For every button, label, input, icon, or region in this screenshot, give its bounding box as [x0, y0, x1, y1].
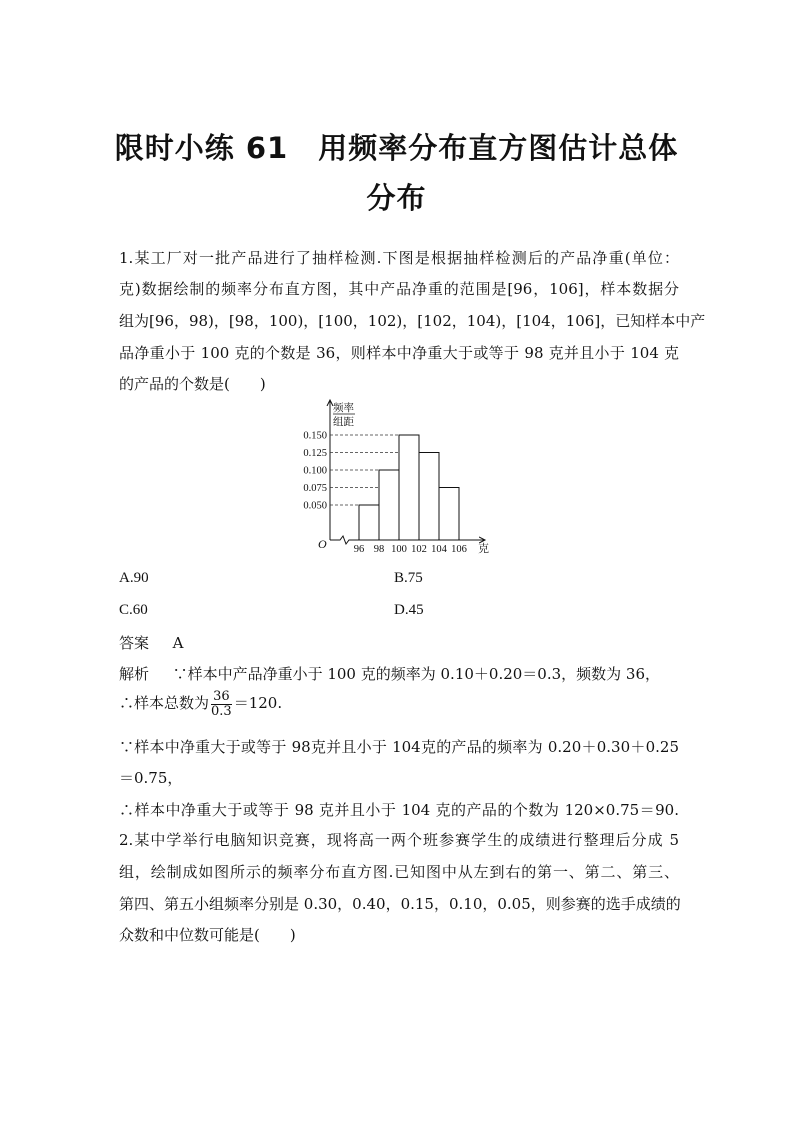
histogram-bar: [379, 470, 399, 540]
y-tick-label: 0.150: [303, 430, 327, 442]
analysis-line-1: [119, 664, 679, 684]
q2-line-2: 组，绘制成如图所示的频率分布直方图.已知图中从左到右的第一、第二、第三、: [119, 863, 679, 881]
option-b: B.75: [394, 570, 423, 586]
option-d: D.45: [394, 602, 424, 618]
y-axis-label-numerator: 频率: [333, 403, 354, 414]
analysis-line-5: ∴样本中净重大于或等于 98 克并且小于 104 克的产品的个数为 120×0.75＝90.: [119, 801, 679, 819]
histogram-bar: [439, 488, 459, 541]
answer-line: [119, 633, 679, 653]
x-axis-label: 克: [478, 543, 489, 555]
option-c: C.60: [119, 602, 148, 618]
analysis-label: 解析: [119, 665, 150, 683]
answer-label: 答案: [119, 634, 150, 652]
origin-label: O: [318, 537, 327, 551]
y-axis-label-denominator: 组距: [333, 417, 354, 428]
x-tick-label: 96: [353, 544, 365, 555]
analysis-line-4: ＝0.75，: [119, 769, 183, 787]
analysis-line-2: [119, 688, 679, 719]
histogram-bar: [359, 505, 379, 540]
histogram-bar: [399, 435, 419, 540]
analysis-text-2-suffix: ＝120.: [233, 694, 283, 712]
q2-line-3: 第四、第五小组频率分别是 0.30，0.40，0.15，0.10，0.05，则参赛的选手成绩的: [119, 895, 681, 913]
page-title-cont: 分布: [366, 181, 427, 215]
x-tick-label: 102: [411, 544, 427, 555]
q2-line-4: 众数和中位数可能是( ): [119, 926, 296, 944]
q1-line-1: 1.某工厂对一批产品进行了抽样检测.下图是根据抽样检测后的产品净重(单位：: [119, 249, 679, 267]
fraction-numerator: 36: [211, 690, 232, 705]
histogram-bar: [419, 453, 439, 541]
x-tick-label: 98: [373, 544, 385, 555]
analysis-line-3: ∵样本中净重大于或等于 98克并且小于 104克的产品的频率为 0.20＋0.30＋0.25: [119, 738, 679, 756]
fraction-denominator: 0.3: [211, 703, 232, 719]
answer-value: A: [172, 634, 184, 652]
option-a: A.90: [119, 570, 149, 586]
x-tick-label: 104: [431, 544, 447, 555]
y-tick-label: 0.050: [303, 500, 327, 512]
y-tick-label: 0.125: [303, 448, 327, 459]
x-tick-label: 100: [391, 544, 407, 555]
q1-line-5: 的产品的个数是( ): [119, 375, 266, 393]
q1-line-4: 品净重小于 100 克的个数是 36，则样本中净重大于或等于 98 克并且小于 104 克: [119, 344, 679, 362]
q1-line-2: 克)数据绘制的频率分布直方图，其中产品净重的范围是[96，106]，样本数据分: [119, 280, 679, 298]
page-title: 限时小练 61 用频率分布直方图估计总体: [114, 131, 679, 165]
analysis-text-2-prefix: ∴样本总数为: [119, 694, 210, 712]
x-tick-label: 106: [451, 544, 467, 555]
fraction: [211, 690, 232, 719]
y-tick-label: 0.100: [303, 465, 327, 477]
y-tick-label: 0.075: [303, 483, 327, 494]
q1-line-3: 组为[96，98)，[98，100)，[100，102)，[102，104)，[104，106]，已知样本中产: [119, 312, 706, 330]
analysis-text-1: ∵样本中产品净重小于 100 克的频率为 0.10＋0.20＝0.3，频数为 36，: [172, 665, 661, 683]
q2-line-1: 2.某中学举行电脑知识竞赛，现将高一两个班参赛学生的成绩进行整理后分成 5: [119, 831, 679, 849]
histogram-chart: [290, 398, 500, 560]
